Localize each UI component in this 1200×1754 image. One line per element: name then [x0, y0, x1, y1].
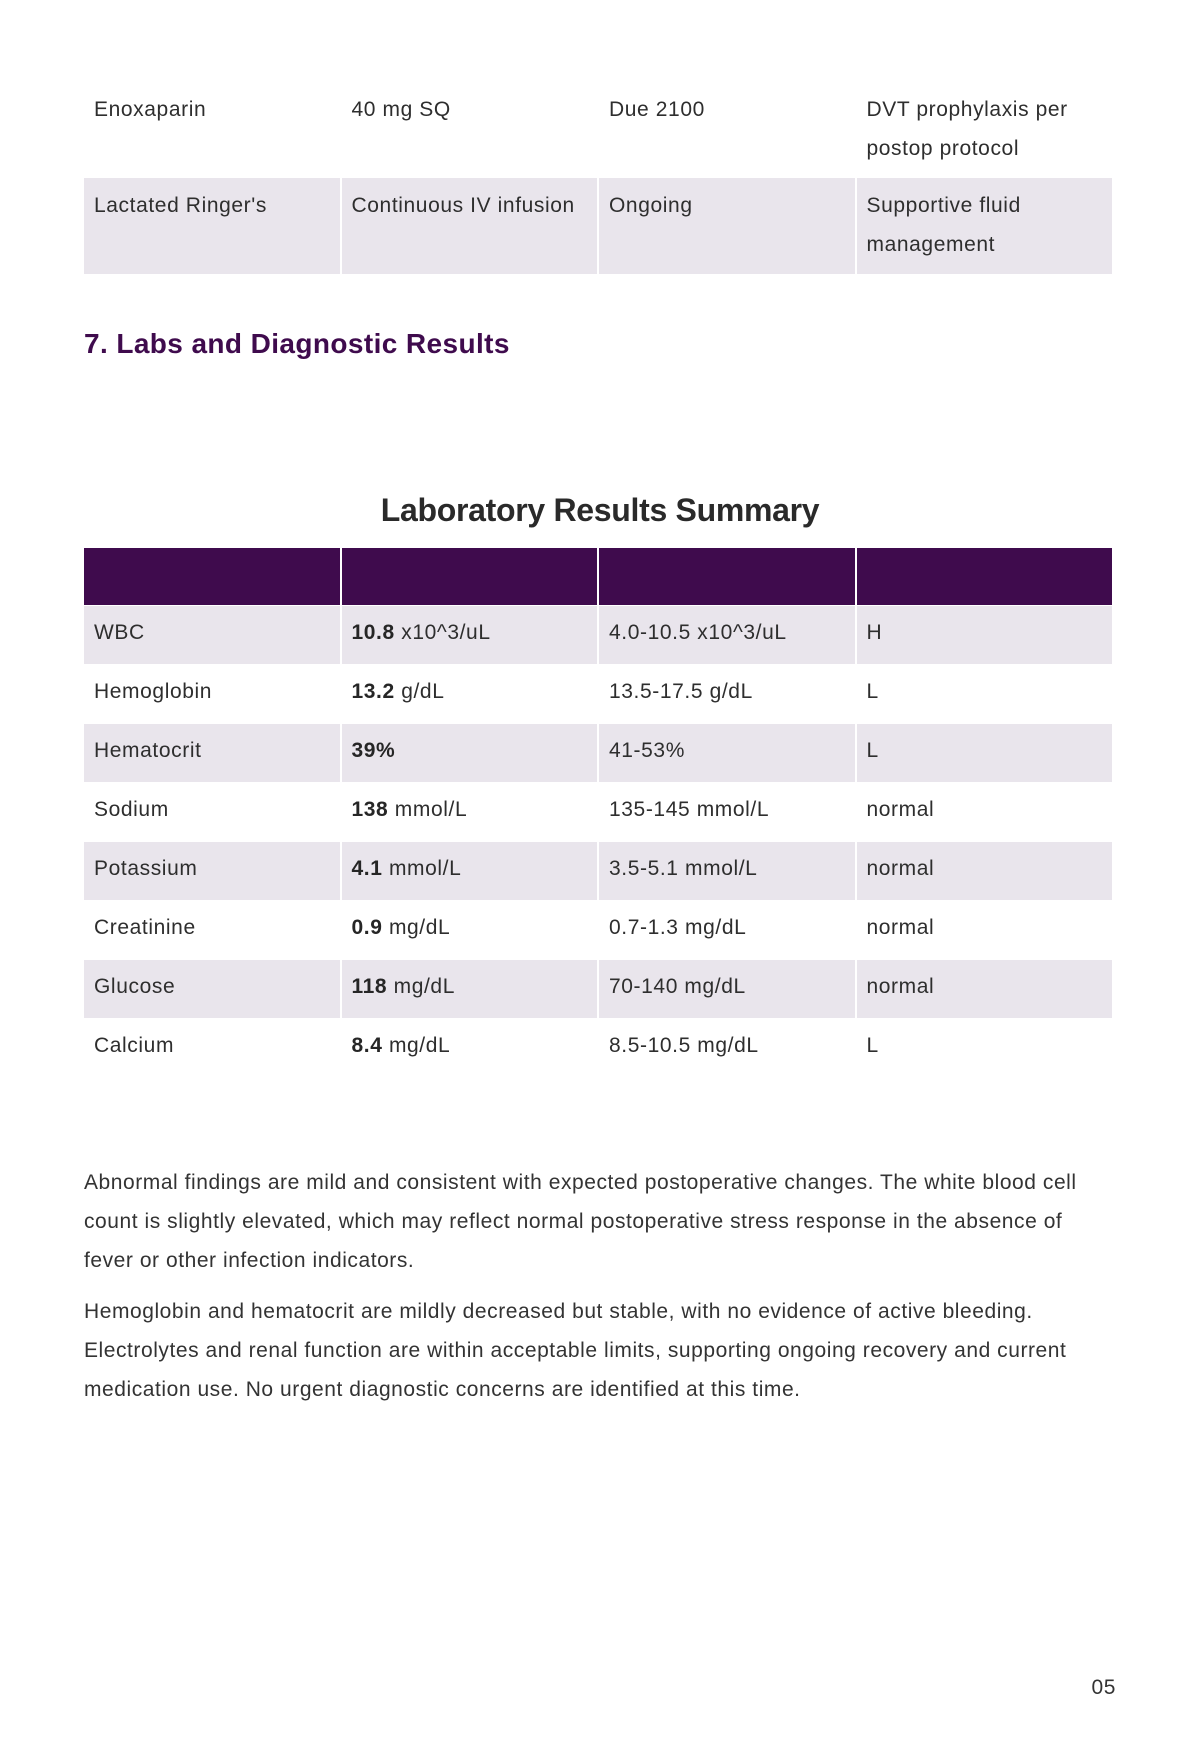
medication-name-cell: Enoxaparin — [84, 82, 340, 178]
lab-result-cell — [342, 1018, 598, 1077]
table-row — [84, 82, 1112, 178]
lab-range-cell: 8.5-10.5 mg/dL — [599, 1018, 855, 1077]
lab-result-cell — [342, 605, 598, 664]
lab-result-unit: mg/dL — [388, 916, 451, 939]
medication-name-cell: Lactated Ringer's — [84, 178, 340, 274]
body-paragraph: Hemoglobin and hematocrit are mildly decreased but stable, with no evidence of active bleeding. Electrolytes and renal function are within acceptable limits, supporting ongoing recovery and current medication use. No urgent diagnostic concerns are identified at this time. — [84, 1300, 1067, 1401]
lab-flag-cell: normal — [857, 900, 1113, 959]
page-number: 05 — [1091, 1676, 1116, 1699]
lab-result-cell — [342, 723, 598, 782]
lab-result-unit: g/dL — [401, 680, 445, 703]
medication-table — [82, 82, 1114, 274]
lab-test-cell: Potassium — [84, 841, 340, 900]
lab-test-cell: Hematocrit — [84, 723, 340, 782]
table-row — [84, 178, 1112, 274]
lab-range-cell: 4.0-10.5 x10^3/uL — [599, 605, 855, 664]
medication-timing-cell: Ongoing — [599, 178, 855, 274]
lab-result-value: 138 — [351, 798, 389, 821]
lab-test-cell: Hemoglobin — [84, 664, 340, 723]
lab-result-value: 13.2 — [351, 680, 395, 703]
medication-dose-cell: 40 mg SQ — [342, 82, 598, 178]
medication-dose-cell: Continuous IV infusion — [342, 178, 598, 274]
column-header-range — [599, 548, 855, 605]
column-header-test — [84, 548, 340, 605]
lab-result-cell — [342, 782, 598, 841]
lab-result-value: 118 — [351, 975, 388, 998]
body-paragraph: Abnormal findings are mild and consistent with expected postoperative changes. The white blood cell count is slightly elevated, which may reflect normal postoperative stress response in the absence of fever or other infection indicators. — [84, 1171, 1077, 1272]
lab-table-title: Laboratory Results Summary — [380, 492, 820, 528]
table-header-row — [84, 548, 1112, 605]
medication-notes-cell: Supportive fluid management — [857, 178, 1113, 274]
lab-flag-cell: L — [857, 1018, 1113, 1077]
table-row — [84, 900, 1112, 959]
table-row — [84, 664, 1112, 723]
section-heading: 7. Labs and Diagnostic Results — [84, 328, 510, 359]
lab-range-cell: 70-140 mg/dL — [599, 959, 855, 1018]
lab-result-unit: mg/dL — [393, 975, 455, 998]
lab-flag-cell: L — [857, 723, 1113, 782]
lab-test-cell: WBC — [84, 605, 340, 664]
lab-test-cell: Creatinine — [84, 900, 340, 959]
lab-flag-cell: normal — [857, 782, 1113, 841]
lab-result-unit: x10^3/uL — [401, 621, 491, 644]
lab-results-table — [82, 548, 1114, 1077]
lab-flag-cell: L — [857, 664, 1113, 723]
column-header-result — [342, 548, 598, 605]
lab-result-cell — [342, 664, 598, 723]
lab-range-cell: 13.5-17.5 g/dL — [599, 664, 855, 723]
table-row — [84, 841, 1112, 900]
lab-test-cell: Glucose — [84, 959, 340, 1018]
medication-notes-cell: DVT prophylaxis per postop protocol — [857, 82, 1113, 178]
lab-result-value: 39% — [351, 739, 396, 762]
lab-result-unit: mmol/L — [388, 857, 462, 880]
lab-test-cell: Calcium — [84, 1018, 340, 1077]
lab-flag-cell: normal — [857, 959, 1113, 1018]
lab-result-value: 10.8 — [351, 621, 395, 644]
lab-result-cell — [342, 841, 598, 900]
lab-flag-cell: H — [857, 605, 1113, 664]
lab-interpretation — [84, 1163, 1116, 1409]
lab-result-value: 8.4 — [351, 1034, 383, 1057]
table-row — [84, 605, 1112, 664]
lab-flag-cell: normal — [857, 841, 1113, 900]
lab-result-value: 4.1 — [351, 857, 383, 880]
lab-test-cell: Sodium — [84, 782, 340, 841]
lab-range-cell: 3.5-5.1 mmol/L — [599, 841, 855, 900]
table-row — [84, 959, 1112, 1018]
lab-result-cell — [342, 900, 598, 959]
lab-result-value: 0.9 — [351, 916, 383, 939]
table-row — [84, 723, 1112, 782]
medication-timing-cell: Due 2100 — [599, 82, 855, 178]
document-page — [84, 82, 1116, 1421]
lab-result-unit: mmol/L — [394, 798, 468, 821]
lab-range-cell: 135-145 mmol/L — [599, 782, 855, 841]
table-row — [84, 782, 1112, 841]
lab-range-cell: 41-53% — [599, 723, 855, 782]
column-header-flag — [857, 548, 1113, 605]
lab-result-unit: mg/dL — [388, 1034, 451, 1057]
table-row — [84, 1018, 1112, 1077]
lab-result-cell — [342, 959, 598, 1018]
lab-range-cell: 0.7-1.3 mg/dL — [599, 900, 855, 959]
